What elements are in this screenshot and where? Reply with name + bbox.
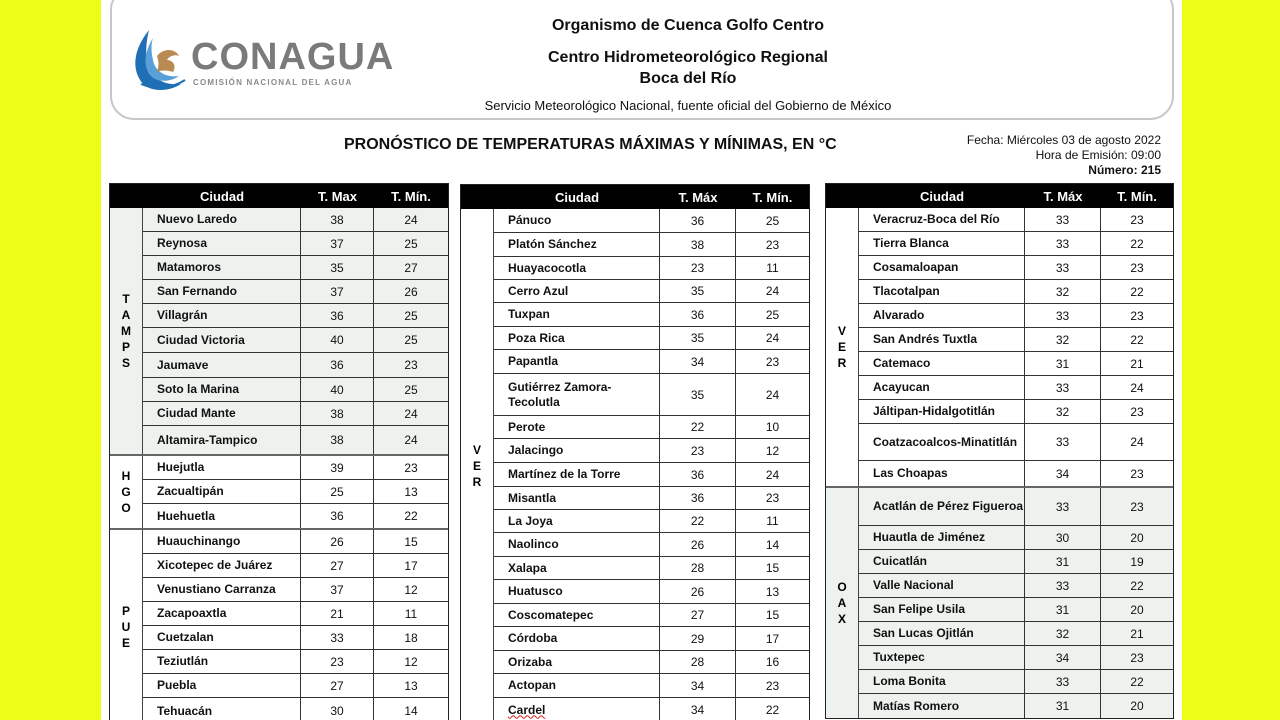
city-cell: Jaumave [143,353,301,377]
city-cell: Misantla [494,487,660,509]
conagua-logo [129,26,394,96]
table-row [859,646,1173,670]
city-cell: Huatusco [494,580,660,603]
city-cell: Reynosa [143,232,301,255]
tmax-cell: 32 [1025,328,1101,351]
table-row [494,557,809,580]
city-cell: Huejutla [143,456,301,479]
column-header-tmin: T. Mín. [752,189,793,205]
tmax-cell: 35 [660,374,736,415]
tmax-cell: 33 [1025,256,1101,279]
tmin-cell: 23 [1130,308,1144,323]
column-header-ciudad: Ciudad [554,189,600,205]
forecast-table-1 [109,183,449,720]
tmax-cell: 39 [301,456,374,479]
table-row [494,627,809,651]
tmin-cell: 23 [765,678,780,693]
table-row [143,626,448,650]
tmin-cell: 23 [1130,499,1144,514]
city-cell: Pánuco [494,209,660,232]
forecast-document [101,0,1182,720]
tmax-cell: 23 [660,257,736,279]
table-row [859,526,1173,550]
city-cell: Martínez de la Torre [494,463,660,486]
tmax-cell: 33 [1025,488,1101,525]
tmin-cell: 21 [1130,356,1144,371]
city-cell: Catemaco [859,352,1025,375]
tmin-cell: 22 [404,509,418,523]
city-cell: Tuxpan [494,303,660,326]
city-cell: Coscomatepec [494,604,660,626]
table-row [859,232,1173,256]
tmin-cell: 26 [404,284,418,299]
city-cell: Jáltipan-Hidalgotitlán [859,400,1025,423]
city-cell: Córdoba [494,627,660,650]
tmin-cell: 12 [765,443,780,458]
city-cell: Acatlán de Pérez Figueroa [859,488,1025,525]
state-group [110,530,448,720]
table-row [494,487,809,510]
table-row [494,327,809,350]
tmax-cell: 27 [660,604,736,626]
tmax-cell: 34 [1025,646,1101,669]
tmax-cell: 23 [301,650,374,673]
tmax-cell: 26 [301,530,374,553]
logo-wordmark: CONAGUA [191,36,395,78]
tmin-cell: 27 [404,260,418,275]
city-cell: Soto la Marina [143,378,301,401]
table-row [143,304,448,328]
tmax-cell: 33 [1025,424,1101,460]
state-label: H G O [110,456,143,528]
tmax-cell: 33 [1025,232,1101,255]
tmax-cell: 35 [301,256,374,279]
tmin-cell: 25 [404,236,418,251]
tmax-cell: 28 [660,651,736,673]
city-cell: San Felipe Usila [859,598,1025,621]
centro-title: Centro Hidrometeorológico Regional [547,49,828,66]
city-cell: Altamira-Tampico [143,426,301,454]
tmin-cell: 23 [1130,260,1144,275]
tmax-cell: 33 [1025,574,1101,597]
table-row [143,353,448,378]
city-cell: San Lucas Ojitlán [859,622,1025,645]
city-cell: Perote [494,416,660,438]
tmin-cell: 15 [765,561,780,575]
tmin-cell: 20 [1130,602,1144,617]
tmin-cell: 11 [766,261,779,275]
table-row [143,378,448,402]
tmax-cell: 40 [301,378,374,401]
tmin-cell: 22 [1130,674,1144,689]
city-cell: Naolinco [494,533,660,556]
tmin-cell: 15 [765,608,780,622]
tmin-cell: 21 [1130,626,1144,641]
tmin-cell: 24 [765,331,780,345]
city-cell: Xalapa [494,557,660,579]
city-cell: Huayacocotla [494,257,660,279]
tmax-cell: 31 [1025,352,1101,375]
state-label: P U E [110,530,143,720]
tmin-cell: 22 [1130,284,1144,299]
tmin-cell: 22 [765,703,780,717]
table-row [143,480,448,504]
column-header-tmax: T. Máx [678,189,718,205]
tmin-cell: 24 [765,387,780,402]
table-row [494,374,809,416]
table-row [143,208,448,232]
city-cell: La Joya [494,510,660,532]
city-cell: Huauchinango [143,530,301,553]
city-cell: Las Choapas [859,461,1025,486]
column-header-tmax: T. Máx [1043,188,1083,204]
table-row [143,674,448,698]
city-cell: Jalacingo [494,439,660,462]
servicio-line: Servicio Meteorológico Nacional, fuente oficial del Gobierno de México [484,98,892,113]
city-cell: Villagrán [143,304,301,327]
table-row [494,233,809,257]
city-cell: Papantla [494,350,660,373]
tmax-cell: 36 [660,487,736,509]
table-row [143,426,448,454]
table-row [143,232,448,256]
table-row [859,670,1173,694]
table-row [494,533,809,557]
tmax-cell: 30 [301,698,374,720]
table-row [494,209,809,233]
organismo-title: Organismo de Cuenca Golfo Centro [551,17,825,34]
water-drop-icon [129,26,189,92]
table-header [461,185,809,209]
city-cell: San Fernando [143,280,301,303]
table-row [143,578,448,602]
tmax-cell: 33 [1025,208,1101,231]
tmin-cell: 25 [765,307,780,322]
tmax-cell: 38 [301,426,374,454]
issue-date: Fecha: Miércoles 03 de agosto 2022 [966,133,1161,147]
table-header [110,184,448,208]
table-row [494,257,809,280]
bulletin-number: Número: 215 [1088,163,1161,177]
tmin-cell: 12 [404,654,418,669]
tmax-cell: 33 [1025,670,1101,693]
tmax-cell: 33 [301,626,374,649]
tmin-cell: 23 [765,237,780,252]
tmax-cell: 38 [301,208,374,231]
city-cell: Huehuetla [143,504,301,528]
tmax-cell: 32 [1025,400,1101,423]
city-cell: Matamoros [143,256,301,279]
city-cell: Huautla de Jiménez [859,526,1025,549]
table-row [143,530,448,554]
table-row [859,376,1173,400]
tmax-cell: 34 [660,350,736,373]
city-cell: Cuetzalan [143,626,301,649]
tmax-cell: 38 [660,233,736,256]
tmax-cell: 32 [1025,622,1101,645]
tmax-cell: 23 [660,439,736,462]
table-row [859,280,1173,304]
forecast-table-2 [460,184,810,720]
table-header [826,184,1173,208]
city-cell: Coatzacoalcos-Minatitlán [859,424,1025,460]
column-header-ciudad: Ciudad [199,188,245,204]
tmin-cell: 23 [765,491,780,505]
tmax-cell: 37 [301,280,374,303]
city-cell: Acayucan [859,376,1025,399]
table-row [143,256,448,280]
tmin-cell: 23 [765,354,780,369]
tmin-cell: 24 [1130,380,1144,395]
table-row [494,698,809,720]
table-row [859,622,1173,646]
table-row [859,461,1173,486]
table-row [143,504,448,528]
table-row [494,303,809,327]
tmax-cell: 36 [301,504,374,528]
tmin-cell: 20 [1130,530,1144,545]
table-row [859,488,1173,526]
city-cell [494,698,660,720]
tmin-cell: 13 [765,584,780,599]
table-row [859,256,1173,280]
tmin-cell: 24 [404,406,418,421]
table-row [859,424,1173,461]
table-row [859,328,1173,352]
city-name: Cardel [508,702,546,717]
table-row [143,456,448,480]
tmax-cell: 34 [660,698,736,720]
city-cell: Puebla [143,674,301,697]
tmin-cell: 17 [404,558,418,573]
tmin-cell: 22 [1130,578,1144,593]
tmin-cell: 23 [1130,404,1144,419]
city-cell: Valle Nacional [859,574,1025,597]
city-cell: Poza Rica [494,327,660,349]
table-row [859,550,1173,574]
tmax-cell: 31 [1025,694,1101,718]
city-cell: Xicotepec de Juárez [143,554,301,577]
city-cell: Veracruz-Boca del Río [859,208,1025,231]
table-row [494,463,809,487]
tmax-cell: 36 [660,209,736,232]
table-row [143,554,448,578]
tmin-cell: 15 [404,534,418,549]
forecast-table-3 [825,183,1174,719]
city-cell: Ciudad Victoria [143,328,301,352]
state-group [826,488,1173,718]
tmax-cell: 26 [660,580,736,603]
tmax-cell: 28 [660,557,736,579]
state-label: T A M P S [110,208,143,454]
table-row [494,439,809,463]
table-row [143,328,448,353]
city-cell: Orizaba [494,651,660,673]
column-header-ciudad: Ciudad [919,188,965,204]
table-row [859,304,1173,328]
column-header-tmax: T. Max [317,188,357,204]
table-row [494,280,809,303]
tmin-cell: 23 [1130,466,1144,481]
tmin-cell: 18 [404,630,418,645]
tmax-cell: 38 [301,402,374,425]
state-group [110,456,448,530]
tmin-cell: 13 [404,678,418,693]
tmax-cell: 35 [660,327,736,349]
tmin-cell: 20 [1130,699,1144,713]
tmax-cell: 37 [301,232,374,255]
tmin-cell: 16 [765,655,780,669]
city-cell: Platón Sánchez [494,233,660,256]
tmax-cell: 25 [301,480,374,503]
tmin-cell: 12 [404,582,418,597]
city-cell: Actopan [494,674,660,697]
city-cell: Tuxtepec [859,646,1025,669]
tmax-cell: 33 [1025,376,1101,399]
tmin-cell: 24 [765,284,780,298]
table-row [143,602,448,626]
tmin-cell: 24 [1130,435,1144,449]
tmax-cell: 34 [660,674,736,697]
tmin-cell: 14 [404,704,418,718]
table-row [143,650,448,674]
state-group [826,208,1173,488]
tmin-cell: 14 [765,537,780,552]
page-title: PRONÓSTICO DE TEMPERATURAS MÁXIMAS Y MÍNIMAS, EN °C [344,136,837,153]
table-row [859,574,1173,598]
logo-subtitle: COMISIÓN NACIONAL DEL AGUA [193,78,353,87]
city-cell: Zacapoaxtla [143,602,301,625]
city-cell: Matías Romero [859,694,1025,718]
tmax-cell: 22 [660,510,736,532]
state-label: V E R [826,208,859,486]
tmax-cell: 26 [660,533,736,556]
state-group [110,208,448,456]
state-label: O A X [826,488,859,718]
table-row [143,280,448,304]
tmax-cell: 36 [660,463,736,486]
table-row [494,651,809,674]
city-cell: Nuevo Laredo [143,208,301,231]
tmax-cell: 37 [301,578,374,601]
tmin-cell: 24 [765,467,780,482]
state-label: V E R [461,209,494,720]
issue-time: Hora de Emisión: 09:00 [1035,148,1161,162]
tmax-cell: 29 [660,627,736,650]
tmin-cell: 11 [404,606,418,621]
table-row [859,694,1173,718]
tmin-cell: 19 [1130,554,1144,569]
city-cell: Zacualtipán [143,480,301,503]
tmax-cell: 36 [301,304,374,327]
tmax-cell: 36 [301,353,374,377]
table-row [494,350,809,374]
table-row [859,598,1173,622]
table-row [859,352,1173,376]
tmin-cell: 23 [1130,212,1144,227]
table-row [859,208,1173,232]
city-cell: Ciudad Mante [143,402,301,425]
tmin-cell: 10 [765,420,780,434]
tmax-cell: 21 [301,602,374,625]
tmax-cell: 22 [660,416,736,438]
city-cell: Tehuacán [143,698,301,720]
table-row [494,580,809,604]
table-row [494,674,809,698]
tmax-cell: 40 [301,328,374,352]
sede-title: Boca del Río [639,70,737,87]
city-cell: Cerro Azul [494,280,660,302]
city-cell: Tierra Blanca [859,232,1025,255]
city-cell: Tlacotalpan [859,280,1025,303]
state-group [461,209,809,720]
tmin-cell: 11 [766,514,779,528]
tmin-cell: 13 [404,484,418,499]
table-row [859,400,1173,424]
city-cell: Alvarado [859,304,1025,327]
city-cell: Loma Bonita [859,670,1025,693]
city-cell: Cuicatlán [859,550,1025,573]
tmax-cell: 31 [1025,550,1101,573]
city-cell: San Andrés Tuxtla [859,328,1025,351]
tmin-cell: 22 [1130,332,1144,347]
tmin-cell: 25 [765,213,780,228]
table-row [494,510,809,533]
tmin-cell: 24 [404,212,418,227]
tmin-cell: 23 [404,460,418,475]
tmax-cell: 35 [660,280,736,302]
tmax-cell: 30 [1025,526,1101,549]
tmin-cell: 25 [404,308,418,323]
tmin-cell: 24 [404,433,418,447]
tmax-cell: 31 [1025,598,1101,621]
column-header-tmin: T. Mín. [1117,188,1157,204]
tmax-cell: 27 [301,674,374,697]
table-row [143,402,448,426]
tmin-cell: 22 [1130,236,1144,251]
tmax-cell: 34 [1025,461,1101,486]
city-cell: Venustiano Carranza [143,578,301,601]
city-cell: Gutiérrez Zamora-Tecolutla [494,374,660,415]
tmin-cell: 23 [1130,650,1144,665]
tmin-cell: 25 [404,382,418,397]
table-row [494,416,809,439]
tmax-cell: 32 [1025,280,1101,303]
tmax-cell: 36 [660,303,736,326]
tmax-cell: 27 [301,554,374,577]
table-row [494,604,809,627]
city-cell: Teziutlán [143,650,301,673]
table-row [143,698,448,720]
column-header-tmin: T. Mín. [391,188,431,204]
tmin-cell: 25 [404,333,418,347]
tmin-cell: 23 [404,358,418,372]
tmax-cell: 33 [1025,304,1101,327]
city-cell: Cosamaloapan [859,256,1025,279]
tmin-cell: 17 [765,631,780,646]
